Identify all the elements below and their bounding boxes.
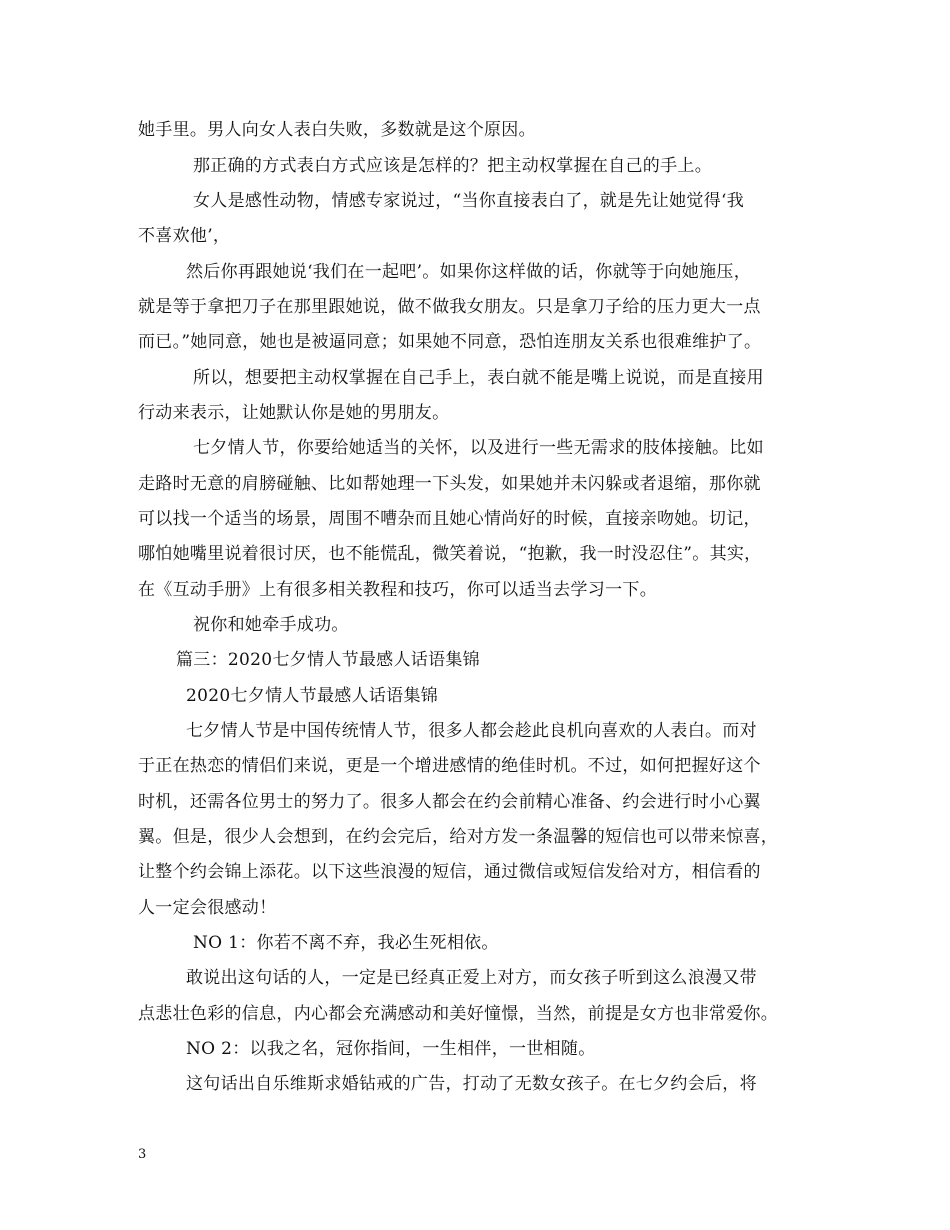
text-line: 可以找一个适当的场景，周围不嘈杂而且她心情尚好的时候，直接亲吻她。切记， bbox=[138, 509, 761, 529]
text-line: 翼。但是，很少人会想到，在约会完后，给对方发一条温馨的短信也可以带来惊喜， bbox=[138, 827, 779, 847]
text-line: 走路时无意的肩膀碰触、比如帮她理一下头发，如果她并未闪躲或者退缩，那你就 bbox=[138, 474, 761, 494]
text-line: NO 2：以我之名，冠你指间，一生相伴，一世相随。 bbox=[186, 1039, 596, 1059]
section-heading: 篇三：2020七夕情人节最感人话语集锦 bbox=[176, 650, 480, 670]
text-line: 七夕情人节，你要给她适当的关怀，以及进行一些无需求的肢体接触。比如 bbox=[193, 438, 764, 458]
text-line: NO 1：你若不离不弃，我必生死相依。 bbox=[193, 933, 499, 953]
text-line: 七夕情人节是中国传统情人节，很多人都会趁此良机向喜欢的人表白。而对 bbox=[186, 721, 757, 741]
text-line: 然后你再跟她说‘我们在一起吧’。如果你这样做的话，你就等于向她施压， bbox=[186, 262, 752, 282]
text-line: 在《互动手册》上有很多相关教程和技巧，你可以适当去学习一下。 bbox=[138, 580, 657, 600]
text-line: 让整个约会锦上添花。以下这些浪漫的短信，通过微信或短信发给对方，相信看的 bbox=[138, 862, 761, 882]
text-line: 女人是感性动物，情感专家说过，“当你直接表白了，就是先让她觉得‘我 bbox=[193, 191, 744, 211]
text-line: 人一定会很感动！ bbox=[138, 898, 277, 918]
page-number: 3 bbox=[138, 1147, 147, 1162]
text-line: 所以，想要把主动权掌握在自己手上，表白就不能是嘴上说说，而是直接用 bbox=[193, 368, 764, 388]
text-line: 行动来表示，让她默认你是她的男朋友。 bbox=[138, 403, 450, 423]
text-line: 这句话出自乐维斯求婚钻戒的广告，打动了无数女孩子。在七夕约会后，将 bbox=[186, 1074, 757, 1094]
text-line: 就是等于拿把刀子在那里跟她说，做不做我女朋友。只是拿刀子给的压力更大一点 bbox=[138, 297, 761, 317]
text-line: 时机，还需各位男士的努力了。很多人都会在约会前精心准备、约会进行时小心翼 bbox=[138, 792, 761, 812]
text-line: 点悲壮色彩的信息，内心都会充满感动和美好憧憬，当然，前提是女方也非常爱你。 bbox=[138, 1004, 779, 1024]
text-line: 于正在热恋的情侣们来说，更是一个增进感情的绝佳时机。不过，如何把握好这个 bbox=[138, 756, 761, 776]
text-line: 哪怕她嘴里说着很讨厌，也不能慌乱，微笑着说，“抱歉，我一时没忍住”。其实， bbox=[138, 544, 762, 564]
article-title: 2020七夕情人节最感人话语集锦 bbox=[186, 686, 439, 706]
text-line: 她手里。男人向女人表白失败，多数就是这个原因。 bbox=[138, 120, 536, 140]
text-line: 祝你和她牵手成功。 bbox=[193, 615, 349, 635]
text-line: 而已。”她同意，她也是被逼同意；如果她不同意，恐怕连朋友关系也很难维护了。 bbox=[138, 332, 762, 352]
text-line: 不喜欢他’， bbox=[138, 226, 231, 246]
text-line: 那正确的方式表白方式应该是怎样的？把主动权掌握在自己的手上。 bbox=[193, 156, 712, 176]
text-line: 敢说出这句话的人，一定是已经真正爱上对方，而女孩子听到这么浪漫又带 bbox=[186, 968, 757, 988]
